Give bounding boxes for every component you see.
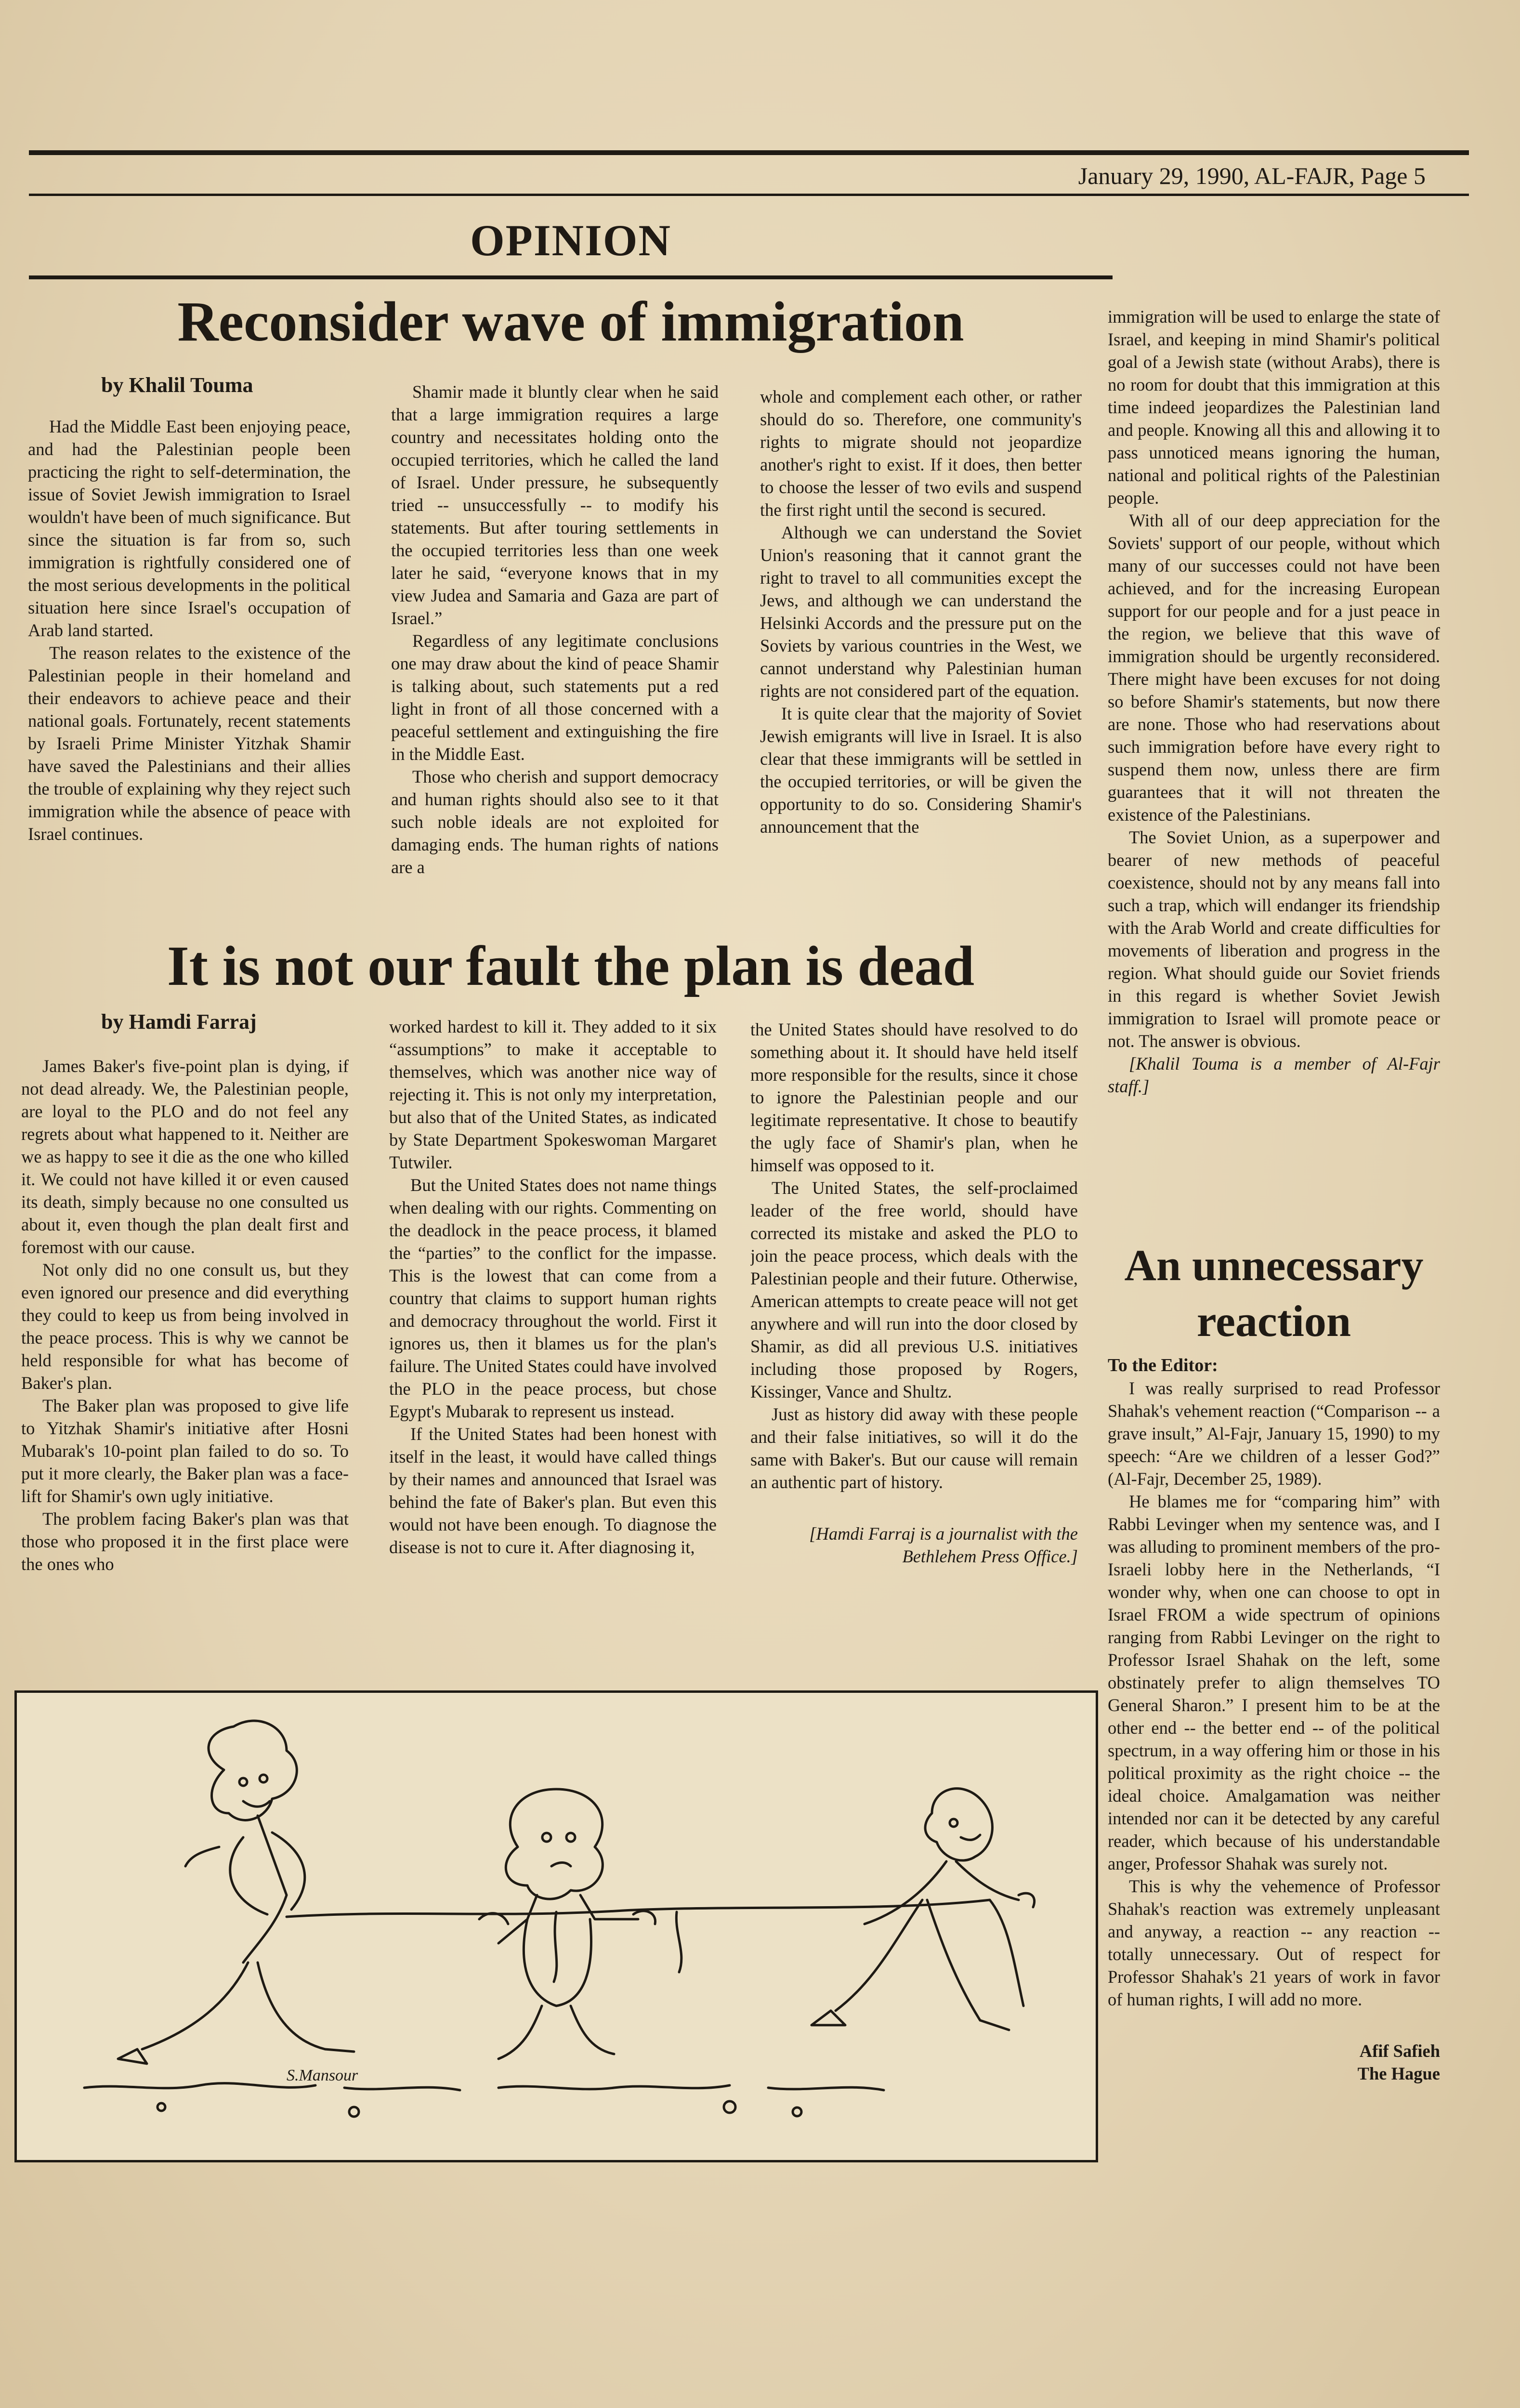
paragraph: Although we can understand the Soviet Union's reasoning that it cannot grant the right to travel to all communities except the Jews, and although we can understand the Helsinki Accords and the pressure put on the Soviets by various countries in the West, we cannot understand why Palestinian human rights are not considered part of the equation. — [760, 523, 1082, 701]
paragraph: The problem facing Baker's plan was that those who proposed it in the first place were the ones who — [21, 1509, 349, 1574]
article2-column-3 — [750, 1018, 1078, 1676]
letter-headline-line2: reaction — [1196, 1296, 1351, 1346]
paragraph: This is why the vehemence of Professor Shahak's reaction was extremely unpleasant and anyway, a reaction -- any reaction -- totally unnecessary. Out of respect for Professor Shahak's 21 years of work in favor of human rights, I will add no more. — [1108, 1876, 1440, 2009]
paragraph: Had the Middle East been enjoying peace, and had the Palestinian people been practicing the right to self-determination, the issue of Soviet Jewish immigration to Israel wouldn't have been of much significance. But since the situation is far from so, such immigration is rightfully considered one of the most serious developments in the political situation here since Israel's occupation of Arab land started. — [28, 417, 351, 640]
paragraph: He blames me for “comparing him” with Rabbi Levinger when my sentence was, and I was alluding to prominent members of the pro-Israeli lobby here in the Netherlands, “I wonder why, when one can choose to opt in Israel FROM a wide spectrum of opinions ranging from Rabbi Levinger on the right to Professor Israel Shahak on the left, some obstinately prefer to align themselves TO General Sharon.” I present him to be at the other end -- the better end -- of the political spectrum, in a way offering him or those in his political proximity as the right choice -- the ideal choice. Amalgamation was neither intended nor can it be detected by any careful reader, which because of his understandable anger, Professor Shahak was surely not. — [1108, 1492, 1440, 1873]
paragraph: James Baker's five-point plan is dying, if not dead already. We, the Palestinian people, are loyal to the PLO and do not feel any regrets about what happened to it. Neither are we as happy to see it die as the one who killed it. We could not have killed it or even caused its death, simply because no one consulted us about it, even though the plan dealt first and foremost with our cause. — [21, 1056, 349, 1257]
article2-headline: It is not our fault the plan is dead — [167, 934, 975, 997]
article1-endnote: [Khalil Touma is a member of Al-Fajr staff.] — [1108, 1054, 1440, 1096]
letter-salutation: To the Editor: — [1108, 1355, 1218, 1375]
paragraph: Regardless of any legitimate conclusions one may draw about the kind of peace Shamir is talking about, such statements put a red light in front of all those concerned with a peaceful settlement and extinguishing the fire in the Middle East. — [391, 631, 719, 764]
running-head: January 29, 1990, AL-FAJR, Page 5 — [1078, 162, 1426, 189]
article2-column-1 — [21, 1055, 349, 1676]
article1-byline: by Khalil Touma — [101, 373, 253, 397]
article2-endnote: [Hamdi Farraj is a journalist with the Bethlehem Press Office.] — [809, 1524, 1078, 1566]
top-rule-thin — [29, 194, 1469, 196]
letter-headline-line1: An unnecessary — [1124, 1241, 1424, 1290]
paragraph: But the United States does not name things when dealing with our rights. Commenting on the deadlock in the peace process, it blamed the “parties” to the conflict for the impasse. This is the lowest that can come from a country that claims to support human rights and democracy throughout the world. First it ignores us, then it blames us for the plan's failure. The United States could have involved the PLO in the peace process, but chose Egypt's Mubarak to represent us instead. — [389, 1175, 717, 1421]
article1-column-2 — [391, 380, 719, 926]
article2-column-2 — [389, 1015, 717, 1676]
paragraph: Just as history did away with these people and their false initiatives, so will it do the same with Baker's. But our cause will remain an authentic part of history. — [750, 1404, 1078, 1492]
paragraph: Those who cherish and support democracy and human rights should also see to it that such noble ideals are not exploited for damaging ends. The human rights of nations are a — [391, 767, 719, 877]
section-rule — [29, 275, 1113, 279]
paragraph: immigration will be used to enlarge the state of Israel, and keeping in mind Shamir's political goal of a Jewish state (without Arabs), there is no room for doubt that this immigration at this time indeed jeopardizes the Palestinian land and people. Knowing all this and allowing it to pass unnoticed means ignoring the human, national and political rights of the Palestinian people. — [1108, 307, 1440, 508]
paragraph: I was really surprised to read Professor Shahak's vehement reaction (“Comparison -- a grave insult,” Al-Fajr, January 15, 1990) to my speech: “Are we children of a lesser God?” (Al-Fajr, December 25, 1989). — [1108, 1378, 1440, 1489]
letter-signature-place: The Hague — [1357, 2064, 1440, 2083]
paragraph: It is quite clear that the majority of Soviet Jewish emigrants will live in Israel. It is also clear that these immigrants will be settled in the occupied territories, or will be given the opportunity to do so. Considering Shamir's announcement that the — [760, 704, 1082, 837]
paragraph: If the United States had been honest with itself in the least, it would have called things by their names and announced that Israel was behind the fate of Baker's plan. But even this would not have been enough. To diagnose the disease is not to cure it. After diagnosing it, — [389, 1424, 717, 1557]
top-rule-thick — [29, 150, 1469, 155]
cartoon-signature: S.Mansour — [287, 2067, 358, 2084]
middle-figure — [479, 1789, 655, 2059]
paragraph: The reason relates to the existence of the Palestinian people in their homeland and their endeavors to achieve peace and their national goals. Fortunately, recent statements by Israeli Prime Minister Yitzhak Shamir have saved the Palestinians and their allies the trouble of explaining why they reject such immigration while the absence of peace with Israel continues. — [28, 643, 351, 844]
paragraph: With all of our deep appreciation for the Soviets' support of our people, without which many of our successes could not have been achieved, and for the increasing European support for our people and for a just peace in the region, we believe that this wave of immigration should be urgently reconsidered. There might have been excuses for not doing so before Shamir's statements, but now there are none. Those who had reservations about such immigration before have every right to suspend them now, unless there are firm guarantees that it will not threaten the existence of the Palestinians. — [1108, 510, 1440, 824]
left-figure — [118, 1721, 354, 2064]
paragraph: the United States should have resolved to do something about it. It should have held itself more responsible for the results, since it chose to ignore the Palestinian people and our legitimate representative. It chose to beautify the ugly face of Shamir's plan, when he himself was opposed to it. — [750, 1020, 1078, 1175]
article1-column-4 — [1108, 305, 1440, 1234]
paragraph: Not only did no one consult us, but they even ignored our presence and did everything they could to keep us from being involved in the peace process. This is why we cannot be held responsible for what has become of Baker's plan. — [21, 1260, 349, 1393]
cartoon — [14, 1690, 1098, 2162]
paragraph: whole and complement each other, or rather should do so. Therefore, one community's rights to migrate should not jeopardize another's right to exist. If it does, then better to choose the lesser of two evils and suspend the first right until the second is secured. — [760, 387, 1082, 520]
letter-column — [1108, 1354, 1440, 2240]
article1-headline: Reconsider wave of immigration — [177, 290, 964, 353]
paragraph: The Baker plan was proposed to give life to Yitzhak Shamir's initiative after Hosni Mubarak's 10-point plan failed to do so. To put it more clearly, the Baker plan was a face-lift for Shamir's own ugly initiative. — [21, 1396, 349, 1506]
letter-signature-name: Afif Safieh — [1359, 2041, 1440, 2061]
paragraph: worked hardest to kill it. They added to it six “assumptions” to make it acceptable to themselves, which was another nice way of rejecting it. This is not only my interpretation, but also that of the United States, as indicated by State Department Spokeswoman Margaret Tutwiler. — [389, 1017, 717, 1172]
article2-byline: by Hamdi Farraj — [101, 1010, 257, 1034]
right-figure — [812, 1789, 1035, 2030]
paragraph: Shamir made it bluntly clear when he said that a large immigration requires a large country and necessitates holding onto the occupied territories, which he called the land of Israel. Under pressure, he subsequently tried -- unsuccessfully -- to modify his statements. But after touring settlements in the occupied territories less than one week later he said, “everyone knows that in my view Judea and Samaria and Gaza are part of Israel.” — [391, 382, 719, 628]
cartoon-drawing — [17, 1693, 1096, 2160]
section-title: OPINION — [470, 216, 671, 265]
rope — [287, 1900, 990, 1917]
article1-column-3 — [760, 385, 1082, 926]
paragraph: The Soviet Union, as a superpower and bearer of new methods of peaceful coexistence, should not by any means fall into such a trap, which will endanger its friendship with the Arab World and create difficulties for movements of liberation and progress in the region. What should guide our Soviet friends in this regard is whether Soviet Jewish immigration to Israel will promote peace or not. The answer is obvious. — [1108, 827, 1440, 1051]
paragraph: The United States, the self-proclaimed leader of the free world, should have corrected its mistake and asked the PLO to join the peace process, which deals with the Palestinian people and their future. Otherwise, American attempts to create peace will not get anywhere and will run into the door closed by Shamir, as did all previous U.S. initiatives including those proposed by Rogers, Kissinger, Vance and Shultz. — [750, 1178, 1078, 1401]
article1-column-1 — [28, 415, 351, 926]
